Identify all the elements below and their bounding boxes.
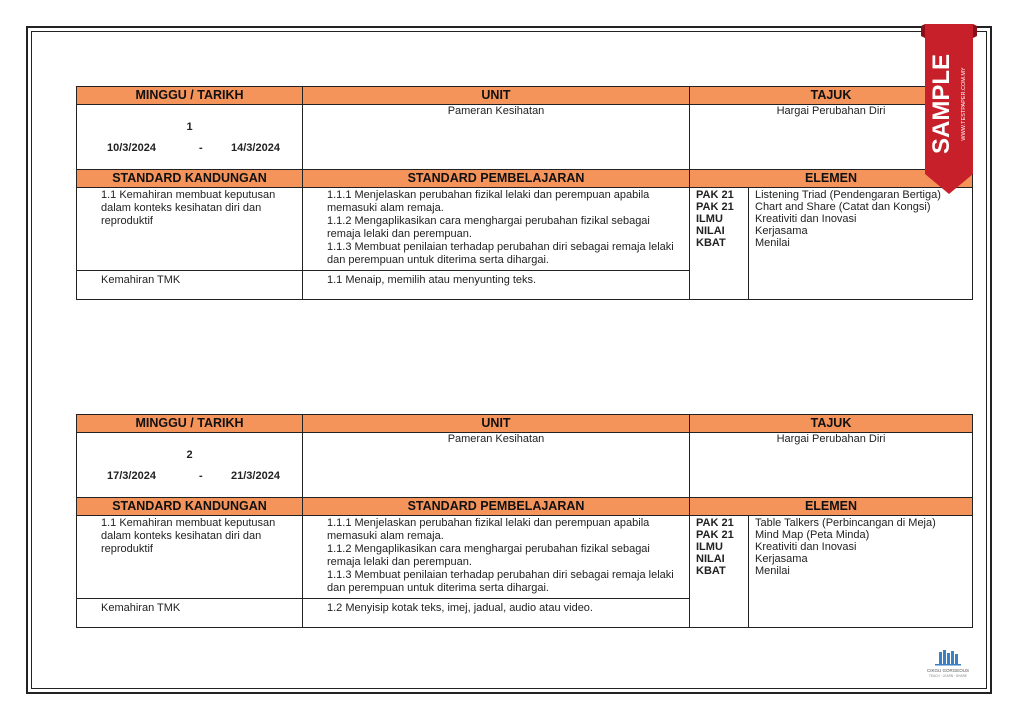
elemen-item: Menilai	[755, 237, 790, 249]
subheader-row	[77, 170, 973, 188]
header-unit: UNIT	[303, 415, 690, 433]
header-row	[77, 87, 973, 105]
sp-item: 1.1.3 Membuat penilaian terhadap perubahan diri sebagai remaja lelaki dan perempuan untuk diterima serta dihargai.	[327, 241, 674, 266]
elemen-list	[749, 188, 973, 300]
week-date-cell	[77, 433, 303, 498]
sp-item: 1.1.2 Mengaplikasikan cara menghargai perubahan fizikal sebagai remaja lelaki dan perempuan.	[327, 543, 650, 568]
header-standard-pembelajaran: STANDARD PEMBELAJARAN	[303, 498, 690, 516]
sk-value: 1.1 Kemahiran membuat keputusan dalam konteks kesihatan diri dan reproduktif	[77, 516, 303, 599]
ribbon-text: SAMPLE	[928, 53, 955, 155]
elemen-tag: KBAT	[696, 237, 726, 249]
elemen-tags	[690, 516, 749, 628]
header-unit: UNIT	[303, 87, 690, 105]
sp-list	[303, 516, 690, 599]
unit-value: Pameran Kesihatan	[303, 433, 690, 498]
unit-value: Pameran Kesihatan	[303, 105, 690, 170]
header-elemen: ELEMEN	[690, 498, 973, 516]
header-standard-pembelajaran: STANDARD PEMBELAJARAN	[303, 170, 690, 188]
header-tajuk: TAJUK	[690, 87, 973, 105]
elemen-tags	[690, 188, 749, 300]
elemen-item: Listening Triad (Pendengaran Bertiga)	[755, 189, 941, 201]
header-standard-kandungan: STANDARD KANDUNGAN	[77, 498, 303, 516]
tmk-label: Kemahiran TMK	[77, 271, 303, 300]
sp-item: 1.1.3 Membuat penilaian terhadap perubahan diri sebagai remaja lelaki dan perempuan untuk diterima serta dihargai.	[327, 569, 674, 594]
header-minggu-tarikh: MINGGU / TARIKH	[77, 415, 303, 433]
elemen-tag: PAK 21	[696, 201, 734, 213]
elemen-tag: PAK 21	[696, 189, 734, 201]
elemen-item: Kreativiti dan Inovasi	[755, 213, 857, 225]
elemen-tag: NILAI	[696, 553, 725, 565]
elemen-item: Kreativiti dan Inovasi	[755, 541, 857, 553]
elemen-item: Table Talkers (Perbincangan di Meja)	[755, 517, 936, 529]
elemen-tag: NILAI	[696, 225, 725, 237]
tmk-label: Kemahiran TMK	[77, 599, 303, 628]
tmk-sp: 1.2 Menyisip kotak teks, imej, jadual, audio atau video.	[303, 599, 690, 628]
brand-logo	[915, 648, 981, 680]
sample-ribbon-watermark	[921, 24, 977, 194]
sp-list	[303, 188, 690, 271]
tajuk-value: Hargai Perubahan Diri	[690, 105, 973, 170]
logo-subtext: TEACH · LEARN · SHARE	[928, 674, 968, 678]
tajuk-value: Hargai Perubahan Diri	[690, 433, 973, 498]
elemen-item: Kerjasama	[755, 553, 808, 565]
info-row	[77, 433, 973, 498]
logo-text: CIKGU GORGEOUS	[926, 668, 970, 673]
rpt-table-week-1	[76, 86, 973, 300]
sk-value: 1.1 Kemahiran membuat keputusan dalam konteks kesihatan diri dan reproduktif	[77, 188, 303, 271]
elemen-item: Kerjasama	[755, 225, 808, 237]
sp-item: 1.1.1 Menjelaskan perubahan fizikal lelaki dan perempuan apabila memasuki alam remaja.	[327, 189, 650, 214]
elemen-tag: ILMU	[696, 541, 723, 553]
header-standard-kandungan: STANDARD KANDUNGAN	[77, 170, 303, 188]
end-date: 21/3/2024	[231, 470, 280, 482]
elemen-tag: KBAT	[696, 565, 726, 577]
start-date: 10/3/2024	[107, 142, 156, 154]
standards-row	[77, 516, 973, 599]
start-date: 17/3/2024	[107, 470, 156, 482]
elemen-item: Menilai	[755, 565, 790, 577]
ribbon-url: WWW.TESTPAPER.COM.MY	[961, 67, 967, 141]
header-tajuk: TAJUK	[690, 415, 973, 433]
header-minggu-tarikh: MINGGU / TARIKH	[77, 87, 303, 105]
books-icon	[935, 650, 961, 666]
end-date: 14/3/2024	[231, 142, 280, 154]
elemen-item: Mind Map (Peta Minda)	[755, 529, 870, 541]
sp-item: 1.1.2 Mengaplikasikan cara menghargai perubahan fizikal sebagai remaja lelaki dan perempuan.	[327, 215, 650, 240]
sp-item: 1.1.1 Menjelaskan perubahan fizikal lelaki dan perempuan apabila memasuki alam remaja.	[327, 517, 650, 542]
elemen-list	[749, 516, 973, 628]
week-number: 1	[186, 121, 193, 133]
rpt-table-week-2	[76, 414, 973, 628]
elemen-tag: PAK 21	[696, 517, 734, 529]
standards-row	[77, 188, 973, 271]
week-number: 2	[186, 449, 193, 461]
date-dash: -	[199, 142, 203, 154]
elemen-tag: ILMU	[696, 213, 723, 225]
header-elemen: ELEMEN	[690, 170, 973, 188]
header-row	[77, 415, 973, 433]
elemen-item: Chart and Share (Catat dan Kongsi)	[755, 201, 931, 213]
tmk-sp: 1.1 Menaip, memilih atau menyunting teks.	[303, 271, 690, 300]
week-date-cell	[77, 105, 303, 170]
info-row	[77, 105, 973, 170]
elemen-tag: PAK 21	[696, 529, 734, 541]
subheader-row	[77, 498, 973, 516]
date-dash: -	[199, 470, 203, 482]
